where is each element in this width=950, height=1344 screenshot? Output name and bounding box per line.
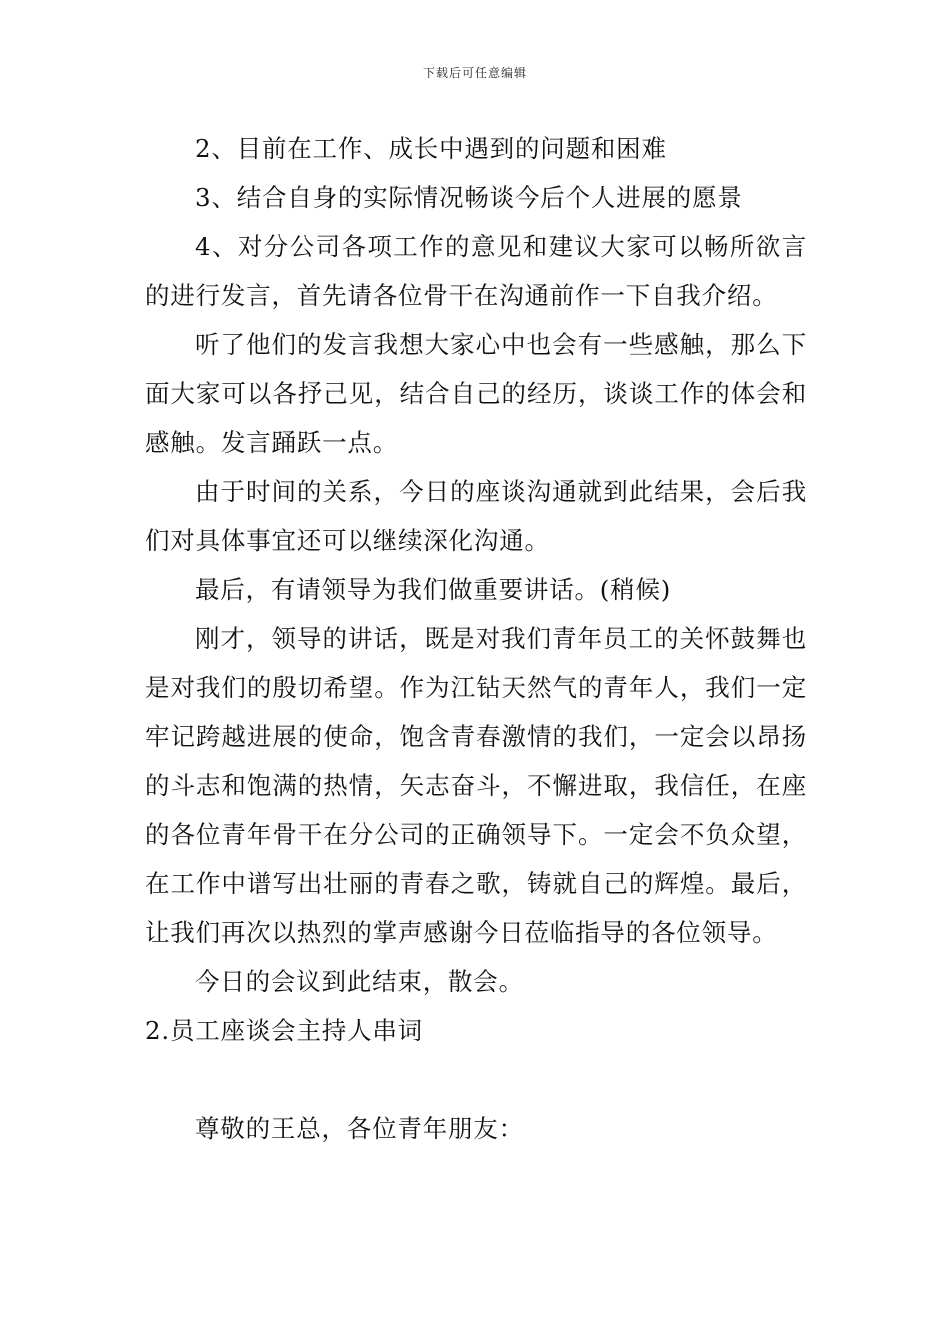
paragraph-item-2: 2、目前在工作、成长中遇到的问题和困难 [195,134,667,163]
paragraph-item-3: 3、结合自身的实际情况畅谈今后个人进展的愿景 [195,183,743,212]
paragraph-feelings: 听了他们的发言我想大家心中也会有一些感触，那么下面大家可以各抒己见，结合自己的经历，谈谈工作的体会和感触。发言踊跃一点。 [145,330,807,457]
greeting-line: 尊敬的王总，各位青年朋友： [195,1114,524,1143]
section-heading: 2.员工座谈会主持人串词 [145,1016,423,1045]
document-body [145,124,807,1153]
page-header: 下载后可任意编辑 [422,66,527,80]
paragraph-adjourn: 今日的会议到此结束，散会。 [195,967,524,996]
paragraph-leader-speech: 最后，有请领导为我们做重要讲话。(稍候) [195,575,672,604]
blank-line [145,1055,807,1104]
paragraph-closing-remarks: 刚才，领导的讲话，既是对我们青年员工的关怀鼓舞也是对我们的殷切希望。作为江钻天然气的青年人，我们一定牢记跨越进展的使命，饱含青春激情的我们，一定会以昂扬的斗志和饱满的热情，矢志奋斗，不懈进取，我信任，在座的各位青年骨干在分公司的正确领导下。一定会不负众望，在工作中谱写出壮丽的青春之歌，铸就自己的辉煌。最后，让我们再次以热烈的掌声感谢今日莅临指导的各位领导。 [145,624,807,947]
paragraph-item-4: 4、对分公司各项工作的意见和建议大家可以畅所欲言的进行发言，首先请各位骨干在沟通前作一下自我介绍。 [145,232,807,310]
paragraph-time-limit: 由于时间的关系，今日的座谈沟通就到此结果，会后我们对具体事宜还可以继续深化沟通。 [145,477,807,555]
